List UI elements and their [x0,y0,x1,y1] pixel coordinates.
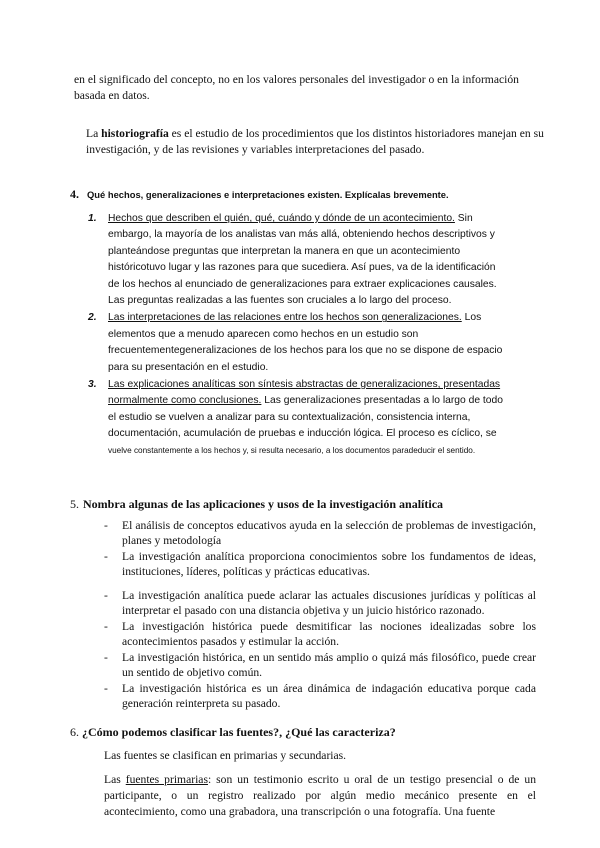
intro-paragraph: en el significado del concepto, no en los valores personales del investigador o en la información basada en datos. [74,73,519,102]
list-item [104,620,536,649]
q4-number: 4. [70,187,79,201]
bullet-dash: - [104,589,108,602]
historiografia-after: es el estudio de los procedimientos que los distintos historiadores manejan en su investigación, y de las revisiones y variables interpretaciones del pasado. [86,127,544,156]
q5-number: 5. [70,497,79,511]
list-item [104,682,536,711]
list-item-text: El análisis de conceptos educativos ayuda en la selección de problemas de investigación, planes y metodología [122,519,536,547]
list-item-underlined: Las explicaciones analíticas son síntesis abstractas de generalizaciones, presentadas normalmente como conclusiones. [108,379,501,407]
list-item-number: 3. [88,379,97,391]
q6-number: 6. [70,725,79,739]
bullet-dash: - [104,519,108,532]
q5-heading [70,497,443,512]
bullet-dash: - [104,550,108,563]
historiografia-paragraph [86,126,546,158]
q6-heading [70,725,396,740]
list-item-text: Las generalizaciones presentadas a lo largo de todo el estudio se vuelven a analizar para su contextualización, consistencia interna, documentación, acumulación de pruebas e inducción lógica. El proceso es cíclico, se [108,395,503,440]
list-item-text: La investigación histórica, en un sentido más amplio o quizá más filosófico, puede crear un sentido de objetivo común. [122,651,536,679]
q6-answer: Las fuentes se clasifican en primarias y secundarias. [104,749,347,762]
list-item [88,310,504,376]
q4-heading [70,187,449,202]
bullet-dash: - [104,682,108,695]
bullet-dash: - [104,651,108,664]
q6-title: ¿Cómo podemos clasificar las fuentes?, ¿Qué las caracteriza? [82,725,396,739]
q5-list [104,519,536,711]
list-item [104,651,536,680]
primarias-after: : son un testimonio escrito u oral de un testigo presencial o de un participante, o un registro realizado por algún medio mecánico presente en el acontecimiento, como una grabadora, una transcripción o una fotografía. Una fuente [104,773,536,819]
list-item [104,550,536,579]
list-item-text: Los elementos que a menudo aparecen como hechos en un estudio son frecuentementegeneralizaciones de los hechos para los que no se dispone de espacio para su presentación en el estudio. [108,312,503,373]
historiografia-before: La [86,127,102,140]
list-item-underlined: Hechos que describen el quién, qué, cuándo y dónde de un acontecimiento. [108,213,455,224]
q4-title: Qué hechos, generalizaciones e interpretaciones existen. Explícalas brevemente. [87,189,449,200]
list-item-text: La investigación histórica es un área dinámica de indagación educativa porque cada generación reinterpreta su pasado. [122,682,536,710]
q4-list [88,211,504,460]
primarias-before: Las [104,773,126,786]
list-item-text: La investigación analítica proporciona conocimientos sobre los fundamentos de ideas, instituciones, líderes, políticas y prácticas educativas. [122,550,536,578]
list-item-small-text: vuelve constantemente a los hechos y, si resulta necesario, a los documentos paradeducir el sentido. [108,445,476,455]
list-item-number: 1. [88,213,97,224]
list-item [88,377,504,459]
primarias-term: fuentes primarias [125,773,208,786]
list-item-text: Sin embargo, la mayoría de los analistas van más allá, obteniendo hechos descriptivos y planteándose preguntas que interpretan la manera en que un acontecimiento históricotuvo lugar y las razones para que sucediera. Así pues, va de la identificación de los hechos al enunciado de generalizaciones para extraer explicaciones causales. Las preguntas realizadas a las fuentes son cruciales a lo largo del proceso. [108,213,497,307]
list-item-underlined: Las interpretaciones de las relaciones entre los hechos son generalizaciones. [108,312,462,324]
bullet-dash: - [104,620,108,633]
list-item-text: La investigación histórica puede desmitificar las nociones idealizadas sobre los acontecimientos pasados y estimular la acción. [122,620,536,648]
list-item [88,211,504,309]
primarias-paragraph [104,772,536,821]
q5-title: Nombra algunas de las aplicaciones y usos de la investigación analítica [83,497,444,511]
list-item [104,519,536,548]
list-item-text: La investigación analítica puede aclarar las actuales discusiones jurídicas y políticas al interpretar el pasado con una distancia objetiva y un juicio histórico razonado. [122,589,536,617]
historiografia-term: historiografía [101,127,169,140]
list-item [104,589,536,618]
list-item-number: 2. [88,312,97,324]
